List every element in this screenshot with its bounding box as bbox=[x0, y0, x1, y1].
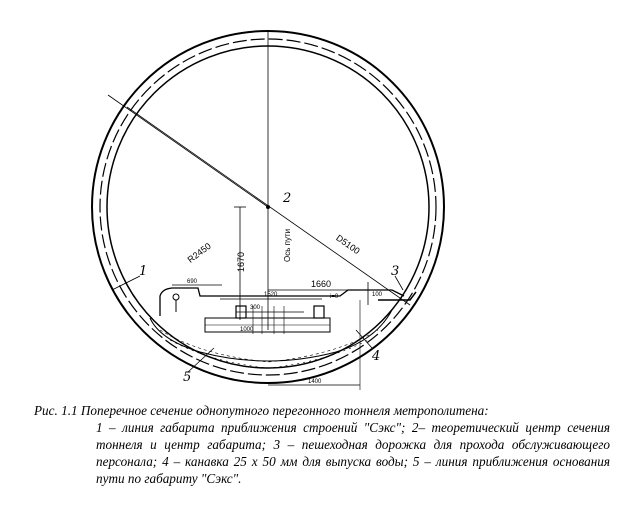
label-5: 5 bbox=[183, 370, 192, 385]
center-point bbox=[266, 205, 270, 209]
cable-bracket bbox=[173, 294, 179, 300]
label-2: 2 bbox=[283, 191, 292, 206]
dim-1000-label: 1000 bbox=[240, 327, 254, 333]
dim-1520-label: 1520 bbox=[264, 292, 278, 298]
dim-radius-label: R2450 bbox=[185, 240, 213, 265]
label-3: 3 bbox=[391, 264, 400, 279]
rail-right bbox=[314, 306, 324, 318]
radius-line bbox=[108, 95, 268, 207]
figure-caption bbox=[34, 402, 610, 487]
dim-1670-label: 1670 bbox=[236, 251, 246, 272]
dim-diameter-label: D5100 bbox=[334, 232, 362, 257]
dim-300-label: 300 bbox=[250, 305, 261, 311]
caption-body: 1 – линия габарита приближения строений "Сэкс"; 2– теоретический центр сечения тоннеля и центр габарита; 3 – пешеходная дорожка для прохода обслуживающего персонала; 4 – канавка 25 х 50 мм для выпуска воды; 5 – линия приближения основания пути по габариту "Сэкс". bbox=[96, 420, 610, 486]
dim-1400-label: 1400 bbox=[308, 379, 322, 385]
dim-1660-label: 1660 bbox=[311, 279, 332, 289]
track-axis-label: Ось пути bbox=[283, 228, 292, 262]
label-4: 4 bbox=[372, 349, 381, 364]
dim-100-label: 100 bbox=[372, 292, 383, 298]
caption-title: Рис. 1.1 Поперечное сечение однопутного перегонного тоннеля метрополитена: bbox=[34, 403, 489, 418]
label-1: 1 bbox=[139, 264, 148, 279]
dim-690-label: 690 bbox=[187, 279, 198, 285]
slope-label: i=0 bbox=[330, 294, 339, 300]
